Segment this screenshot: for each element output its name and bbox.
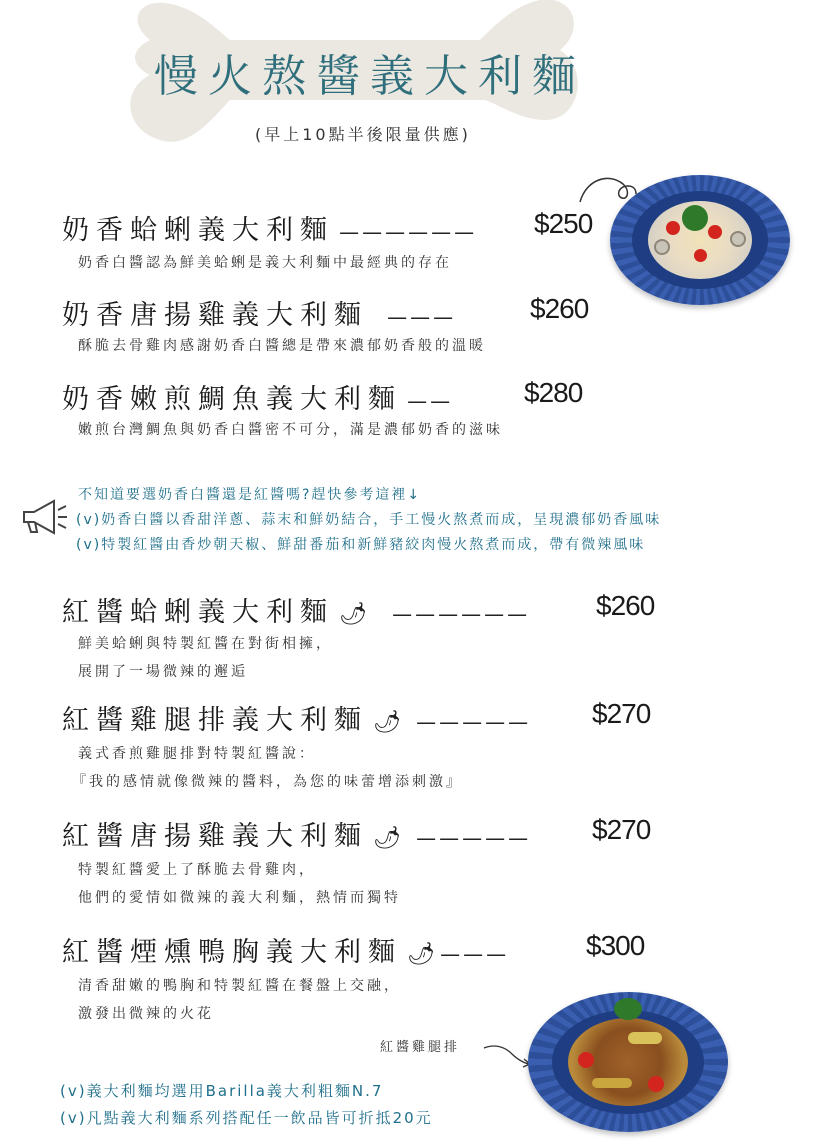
item-price: $280 bbox=[524, 377, 583, 408]
item-dashes: —————— bbox=[392, 602, 531, 626]
item-description: 嫩煎台灣鯛魚與奶香白醬密不可分，滿是濃郁奶香的滋味 bbox=[78, 422, 503, 438]
item-dashes: ————— bbox=[416, 826, 532, 850]
white-sauce-info: (v)奶香白醬以香甜洋蔥、蒜末和鮮奶結合，手工慢火熬煮而成，呈現濃郁奶香風味 bbox=[76, 512, 662, 528]
item-name: 紅醬煙燻鴨胸義大利麵 bbox=[62, 937, 402, 968]
item-description-1: 清香甜嫩的鴨胸和特製紅醬在餐盤上交融， bbox=[78, 978, 401, 994]
chili-pepper-icon: 🌶 bbox=[373, 710, 402, 735]
item-price: $270 bbox=[592, 814, 651, 845]
item-description-2: 『我的感情就像微辣的醬料，為您的味蕾增添刺激』 bbox=[72, 774, 463, 790]
photo-caption: 紅醬雞腿排 bbox=[380, 1040, 461, 1055]
item-description-2: 展開了一場微辣的邂逅 bbox=[78, 664, 248, 680]
item-dashes: ——— bbox=[440, 942, 510, 966]
item-price: $260 bbox=[530, 293, 589, 324]
item-description-1: 特製紅醬愛上了酥脆去骨雞肉， bbox=[78, 862, 316, 878]
chicken-leg-pasta-photo bbox=[528, 992, 728, 1132]
menu-item-4 bbox=[62, 590, 530, 629]
sauce-question: 不知道要選奶香白醬還是紅醬嗎?趕快參考這裡↓ bbox=[78, 487, 422, 503]
chili-pepper-icon: 🌶 bbox=[373, 826, 402, 851]
chili-pepper-icon: 🌶 bbox=[407, 942, 436, 967]
item-price: $260 bbox=[596, 590, 655, 621]
menu-item-5 bbox=[62, 698, 531, 737]
item-description-1: 義式香煎雞腿排對特製紅醬說： bbox=[78, 746, 316, 762]
item-dashes: ————— bbox=[416, 710, 532, 734]
item-name: 紅醬蛤蜊義大利麵 bbox=[62, 597, 334, 628]
item-description-2: 激發出微辣的火花 bbox=[78, 1006, 214, 1022]
item-dashes: —————— bbox=[339, 220, 478, 244]
chili-pepper-icon: 🌶 bbox=[339, 602, 368, 627]
item-description: 酥脆去骨雞肉感謝奶香白醬總是帶來濃郁奶香般的溫暖 bbox=[78, 338, 486, 354]
menu-item-3 bbox=[62, 377, 453, 416]
footer-note-2: (v)凡點義大利麵系列搭配任一飲品皆可折抵20元 bbox=[60, 1109, 433, 1127]
item-price: $250 bbox=[534, 208, 593, 239]
menu-item-7 bbox=[62, 930, 509, 969]
item-name: 奶香蛤蜊義大利麵 bbox=[62, 215, 334, 246]
item-dashes: ——— bbox=[387, 305, 457, 329]
item-price: $300 bbox=[586, 930, 645, 961]
item-description: 奶香白醬認為鮮美蛤蜊是義大利麵中最經典的存在 bbox=[78, 255, 452, 271]
item-name: 紅醬唐揚雞義大利麵 bbox=[62, 821, 368, 852]
item-description-1: 鮮美蛤蜊與特製紅醬在對街相擁， bbox=[78, 636, 333, 652]
red-sauce-info: (v)特製紅醬由香炒朝天椒、鮮甜番茄和新鮮豬絞肉慢火熬煮而成，帶有微辣風味 bbox=[76, 537, 646, 553]
arrow-doodle-icon bbox=[482, 1040, 532, 1070]
clam-pasta-photo bbox=[610, 175, 790, 305]
page-title: 慢火熬醬義大利麵 bbox=[154, 51, 586, 102]
item-name: 奶香嫩煎鯛魚義大利麵 bbox=[62, 384, 402, 415]
item-dashes: —— bbox=[407, 389, 454, 413]
menu-item-6 bbox=[62, 814, 531, 853]
footer-note-1: (v)義大利麵均選用Barilla義大利粗麵N.7 bbox=[60, 1082, 384, 1100]
menu-item-2 bbox=[62, 293, 456, 332]
item-price: $270 bbox=[592, 698, 651, 729]
item-description-2: 他們的愛情如微辣的義大利麵，熱情而獨特 bbox=[78, 890, 401, 906]
page-subtitle: (早上10點半後限量供應) bbox=[255, 125, 471, 144]
item-name: 奶香唐揚雞義大利麵 bbox=[62, 300, 368, 331]
megaphone-icon bbox=[16, 496, 68, 538]
menu-item-1 bbox=[62, 208, 477, 247]
item-name: 紅醬雞腿排義大利麵 bbox=[62, 705, 368, 736]
